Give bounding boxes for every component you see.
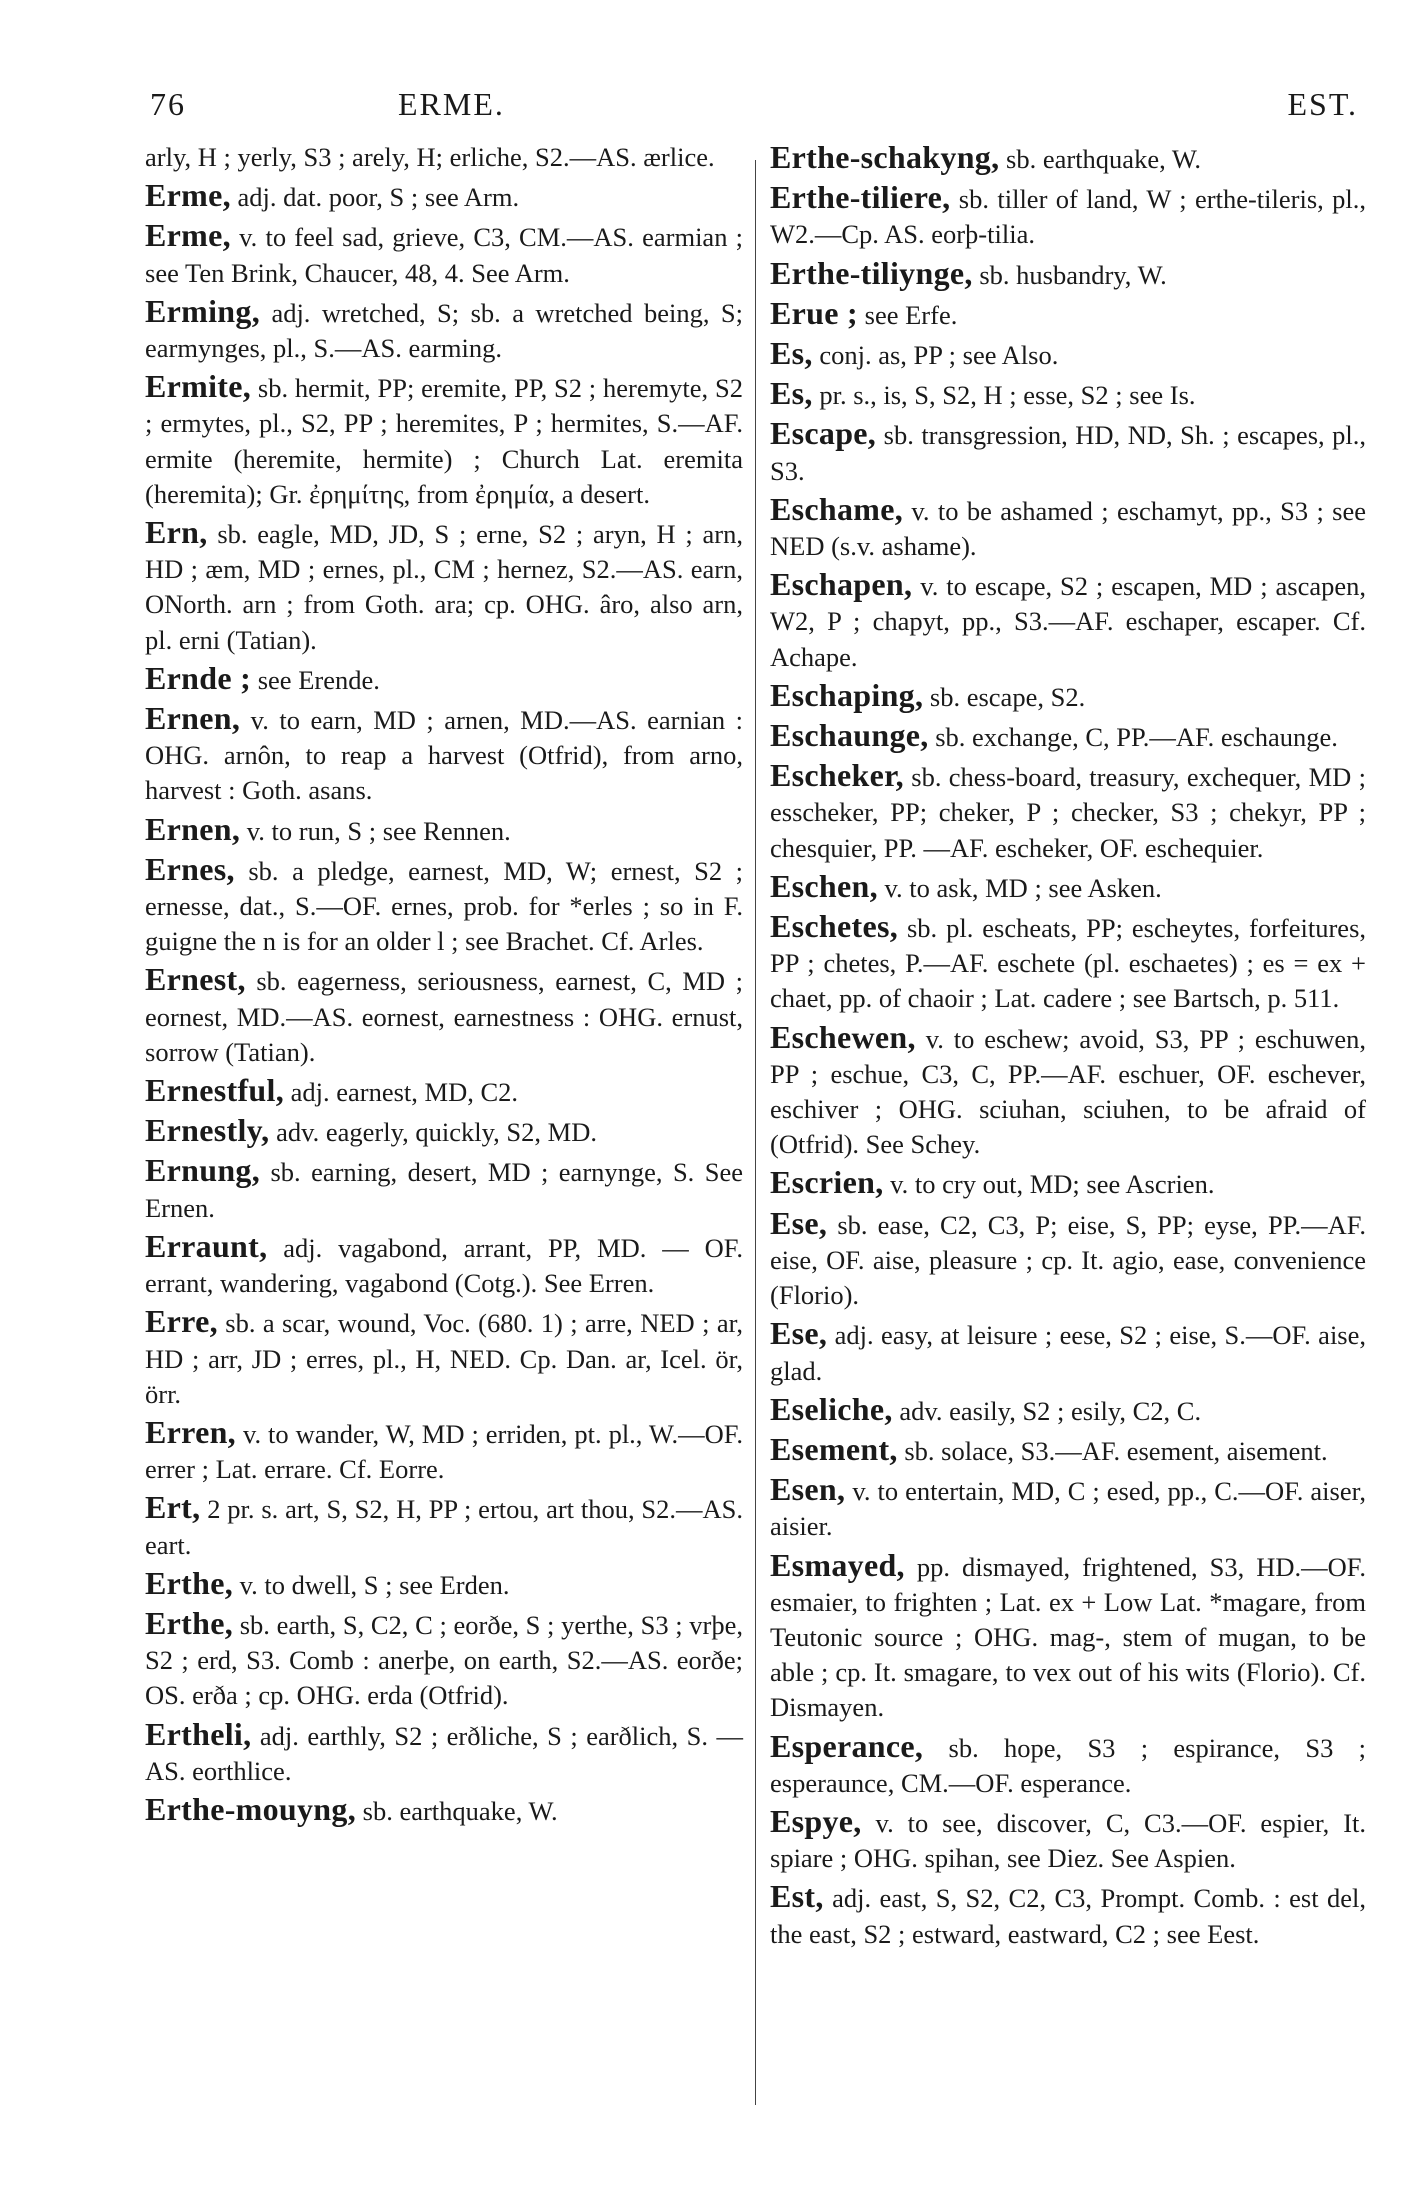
- dictionary-entry: [770, 492, 1366, 564]
- entry-headword: Ernes,: [145, 850, 235, 887]
- dictionary-entry: [770, 256, 1366, 293]
- entry-headword: Espye,: [770, 1802, 862, 1839]
- dictionary-entry: [770, 1020, 1366, 1163]
- entry-headword: Est,: [770, 1878, 824, 1915]
- entry-headword: Erme,: [145, 177, 231, 214]
- column-divider: [755, 160, 756, 2105]
- dictionary-entry: [145, 218, 743, 290]
- entry-headword: Ese,: [770, 1315, 828, 1352]
- entry-definition: conj. as, PP ; see Also.: [819, 340, 1059, 371]
- dictionary-entry: [770, 1316, 1366, 1388]
- dictionary-entry: [770, 718, 1366, 755]
- dictionary-entry: [145, 1566, 743, 1603]
- entry-headword: Es,: [770, 335, 813, 372]
- entry-headword: Ertheli,: [145, 1715, 252, 1752]
- dictionary-entry: [145, 178, 743, 215]
- entry-definition: v. to entertain, MD, C ; esed, pp., C.—OF. aiser, aisier.: [770, 1476, 1367, 1542]
- entry-headword: Ernde ;: [145, 659, 252, 696]
- entry-definition: sb. tiller of land, W ; erthe-tileris, pl., W2.—Cp. AS. eorþ-tilia.: [770, 184, 1366, 250]
- entry-definition: sb. hermit, PP; eremite, PP, S2 ; heremyte, S2 ; ermytes, pl., S2, PP ; heremites, P ; hermites, S.—AF. ermite (heremite, hermite) ; Church Lat. eremita (heremita); Gr. ἐρημίτης, from ἐρημία, a desert.: [145, 373, 743, 509]
- entry-headword: Erthe-schakyng,: [770, 139, 1000, 175]
- entry-definition: v. to run, S ; see Rennen.: [246, 815, 511, 846]
- dictionary-entry: [770, 758, 1366, 866]
- entry-headword: Ern,: [145, 514, 208, 551]
- entry-headword: Erue ;: [770, 294, 859, 331]
- dictionary-entry: [145, 369, 743, 512]
- entry-headword: Ernestful,: [145, 1072, 284, 1109]
- dictionary-entry: [770, 869, 1366, 906]
- left-column: [145, 140, 743, 1832]
- entry-headword: Eschaping,: [770, 676, 924, 713]
- page-number: 76: [150, 86, 186, 122]
- entry-headword: Escape,: [770, 415, 877, 452]
- dictionary-entry: [770, 1472, 1366, 1544]
- dictionary-entry: [770, 678, 1366, 715]
- entry-headword: Eschaunge,: [770, 717, 929, 754]
- entry-definition: sb. hope, S3 ; espirance, S3 ; esperaunce, CM.—OF. esperance.: [770, 1732, 1367, 1798]
- dictionary-entry: [770, 1879, 1366, 1951]
- entry-headword: Eschetes,: [770, 908, 899, 945]
- dictionary-entry: [770, 336, 1366, 373]
- entry-definition: sb. solace, S3.—AF. esement, aisement.: [904, 1435, 1328, 1466]
- dictionary-entry: [770, 376, 1366, 413]
- entry-definition: v. to eschew; avoid, S3, PP ; eschuwen, PP ; eschue, C3, C, PP.—AF. eschuer, OF. eschever, eschiver ; OHG. sciuhan, sciuhen, to be afraid of (Otfrid). See Schey.: [770, 1023, 1366, 1160]
- entry-definition: adj. vagabond, arrant, PP, MD. — OF. errant, wandering, vagabond (Cotg.). See Erren.: [145, 1232, 744, 1299]
- right-guide-word: EST.: [1287, 86, 1358, 122]
- entry-headword: Erre,: [145, 1303, 218, 1340]
- entry-headword: Eschewen,: [770, 1018, 916, 1055]
- dictionary-entry: [145, 294, 743, 366]
- dictionary-entry: [770, 1392, 1366, 1429]
- entry-definition: sb. chess-board, treasury, exchequer, MD ; esscheker, PP; cheker, P ; checker, S3 ; chekyr, PP ; chesquier, PP. —AF. escheker, OF. eschequier.: [770, 762, 1366, 863]
- dictionary-entry: [770, 296, 1366, 333]
- entry-definition: sb. earning, desert, MD ; earnynge, S. See Ernen.: [145, 1157, 743, 1223]
- entry-definition: adj. east, S, S2, C2, C3, Prompt. Comb. : est del, the east, S2 ; estward, eastward, C2 ; see Eest.: [770, 1883, 1367, 1949]
- entry-definition: pr. s., is, S, S2, H ; esse, S2 ; see Is.: [819, 380, 1196, 411]
- entry-definition: v. to see, discover, C, C3.—OF. espier, It. spiare ; OHG. spihan, see Diez. See Aspien.: [770, 1807, 1366, 1874]
- entry-definition: sb. earthquake, W.: [362, 1795, 558, 1826]
- entry-definition: v. to ask, MD ; see Asken.: [884, 872, 1162, 903]
- entry-definition: adv. eagerly, quickly, S2, MD.: [276, 1117, 597, 1148]
- entry-headword: Ernen,: [145, 810, 241, 847]
- entry-definition: adj. earnest, MD, C2.: [290, 1077, 519, 1108]
- entry-headword: Eschame,: [770, 490, 904, 527]
- entry-definition: v. to cry out, MD; see Ascrien.: [890, 1169, 1215, 1200]
- dictionary-entry: [770, 1804, 1366, 1876]
- entry-definition: sb. exchange, C, PP.—AF. eschaunge.: [935, 722, 1338, 753]
- dictionary-entry: [770, 567, 1366, 675]
- dictionary-entry: [145, 812, 743, 849]
- entry-definition: sb. eagle, MD, JD, S ; erne, S2 ; aryn, H ; arn, HD ; æm, MD ; ernes, pl., CM ; hernez, S2.—AS. earn, ONorth. arn ; from Goth. ara; cp. OHG. âro, also arn, pl. erni (Tatian).: [145, 519, 744, 655]
- entry-headword: Escheker,: [770, 757, 904, 794]
- entry-headword: Erming,: [145, 292, 260, 329]
- dictionary-entry: [770, 1432, 1366, 1469]
- entry-definition: adv. easily, S2 ; esily, C2, C.: [899, 1395, 1202, 1426]
- dictionary-entry: [770, 140, 1366, 177]
- dictionary-entry: [770, 909, 1366, 1017]
- entry-headword: Erren,: [145, 1413, 236, 1450]
- entry-headword: Erthe-tiliynge,: [770, 254, 973, 291]
- dictionary-entry: [145, 852, 743, 960]
- dictionary-entry: [145, 1113, 743, 1150]
- entry-headword: Ernestly,: [145, 1112, 270, 1149]
- right-column: [770, 140, 1366, 1955]
- dictionary-entry: [770, 416, 1366, 488]
- dictionary-entry: [145, 1415, 743, 1487]
- entry-headword: Erthe-mouyng,: [145, 1790, 357, 1827]
- entry-definition: sb. transgression, HD, ND, Sh. ; escapes, pl., S3.: [770, 420, 1367, 486]
- entry-headword: Ermite,: [145, 368, 252, 405]
- entry-definition: adj. dat. poor, S ; see Arm.: [237, 182, 520, 213]
- dictionary-entry: [770, 1165, 1366, 1202]
- entry-headword: Ese,: [770, 1204, 828, 1241]
- entry-headword: Erthe-tiliere,: [770, 179, 951, 216]
- dictionary-entry: [145, 661, 743, 698]
- dictionary-entry: [770, 1206, 1366, 1314]
- entry-definition: arly, H ; yerly, S3 ; arely, H; erliche, S2.—AS. ærlice.: [145, 142, 715, 172]
- entry-headword: Esen,: [770, 1471, 846, 1508]
- entry-headword: Ert,: [145, 1489, 201, 1526]
- entry-definition: sb. earthquake, W.: [1006, 144, 1202, 174]
- entry-definition: sb. pl. escheats, PP; escheytes, forfeitures, PP ; chetes, P.—AF. eschete (pl. eschaetes) ; es = ex + chaet, pp. of chaoir ; Lat. cadere ; see Bartsch, p. 511.: [770, 913, 1367, 1014]
- entry-headword: Erthe,: [145, 1604, 234, 1641]
- entry-definition: 2 pr. s. art, S, S2, H, PP ; ertou, art thou, S2.—AS. eart.: [145, 1494, 744, 1560]
- entry-headword: Ernen,: [145, 700, 241, 737]
- dictionary-entry: [145, 1153, 743, 1225]
- dictionary-entry: [145, 515, 743, 658]
- dictionary-entry: [145, 1490, 743, 1562]
- entry-headword: Eschapen,: [770, 566, 913, 603]
- entry-headword: Esement,: [770, 1430, 898, 1467]
- entry-definition: sb. husbandry, W.: [979, 259, 1167, 290]
- entry-headword: Ernung,: [145, 1152, 261, 1189]
- entry-headword: Esmayed,: [770, 1546, 905, 1583]
- dictionary-entry: [145, 701, 743, 809]
- entry-headword: Esperance,: [770, 1727, 924, 1764]
- entry-definition: see Erende.: [257, 664, 380, 695]
- entry-definition: v. to dwell, S ; see Erden.: [239, 1569, 510, 1600]
- entry-definition: sb. a scar, wound, Voc. (680. 1) ; arre, NED ; ar, HD ; arr, JD ; erres, pl., H, NED. Cp. Dan. ar, Icel. ör, örr.: [145, 1308, 744, 1409]
- entry-definition: sb. ease, C2, C3, P; eise, S, PP; eyse, PP.—AF. eise, OF. aise, pleasure ; cp. It. agio, ease, convenience (Florio).: [770, 1209, 1366, 1311]
- entry-headword: Erraunt,: [145, 1227, 268, 1264]
- entry-headword: Ernest,: [145, 961, 246, 998]
- dictionary-entry: [145, 1717, 743, 1789]
- dictionary-entry: [770, 1729, 1366, 1801]
- dictionary-entry: [770, 180, 1366, 252]
- dictionary-entry: [145, 1304, 743, 1412]
- entry-definition: v. to be ashamed ; eschamyt, pp., S3 ; see NED (s.v. ashame).: [770, 495, 1366, 562]
- entry-definition: adj. wretched, S; sb. a wretched being, S; earmynges, pl., S.—AS. earming.: [145, 297, 743, 364]
- entry-definition: sb. escape, S2.: [929, 681, 1086, 712]
- left-guide-word: ERME.: [398, 86, 505, 122]
- dictionary-entry: [770, 1548, 1366, 1726]
- entry-headword: Es,: [770, 375, 813, 412]
- entry-definition: sb. a pledge, earnest, MD, W; ernest, S2 ; ernesse, dat., S.—OF. ernes, prob. for *erles ; so in F. guigne the n is for an older l ; see Brachet. Cf. Arles.: [145, 855, 744, 957]
- entry-headword: Eschen,: [770, 867, 878, 904]
- entry-headword: Eseliche,: [770, 1390, 893, 1427]
- entry-headword: Erthe,: [145, 1564, 234, 1601]
- entry-headword: Escrien,: [770, 1164, 884, 1201]
- dictionary-entry: [145, 1229, 743, 1301]
- entry-definition: sb. eagerness, seriousness, earnest, C, MD ; eornest, MD.—AS. eornest, earnestness : OHG. ernust, sorrow (Tatian).: [145, 966, 744, 1067]
- entry-definition: sb. earth, S, C2, C ; eorðe, S ; yerthe, S3 ; vrþe, S2 ; erd, S3. Comb : anerþe, on earth, S2.—AS. eorðe; OS. erða ; cp. OHG. erda (Otfrid).: [145, 1609, 744, 1711]
- dictionary-entry: [145, 1073, 743, 1110]
- dictionary-entry: [145, 962, 743, 1070]
- entry-headword: Erme,: [145, 217, 231, 254]
- dictionary-entry: [145, 140, 743, 175]
- entry-definition: see Erfe.: [864, 299, 958, 330]
- dictionary-entry: [145, 1792, 743, 1829]
- entry-definition: v. to wander, W, MD ; erriden, pt. pl., W.—OF. errer ; Lat. errare. Cf. Eorre.: [145, 1418, 743, 1485]
- entry-definition: v. to escape, S2 ; escapen, MD ; ascapen, W2, P ; chapyt, pp., S3.—AF. eschaper, escaper. Cf. Achape.: [770, 571, 1367, 672]
- entry-definition: pp. dismayed, frightened, S3, HD.—OF. esmaier, to frighten ; Lat. ex + Low Lat. *magare, from Teutonic source ; OHG. mag-, stem of mugan, to be able ; cp. It. smagare, to vex out of his wits (Florio). Cf. Dismayen.: [770, 1551, 1366, 1723]
- entry-definition: adj. earthly, S2 ; erðliche, S ; earðlich, S. —AS. eorthlice.: [145, 1720, 744, 1786]
- running-head: [150, 86, 1358, 136]
- dictionary-entry: [145, 1606, 743, 1714]
- entry-definition: v. to earn, MD ; arnen, MD.—AS. earnian : OHG. arnôn, to reap a harvest (Otfrid), from arno, harvest : Goth. asans.: [145, 705, 743, 806]
- entry-definition: adj. easy, at leisure ; eese, S2 ; eise, S.—OF. aise, glad.: [770, 1320, 1367, 1386]
- entry-definition: v. to feel sad, grieve, C3, CM.—AS. earmian ; see Ten Brink, Chaucer, 48, 4. See Arm.: [145, 222, 743, 288]
